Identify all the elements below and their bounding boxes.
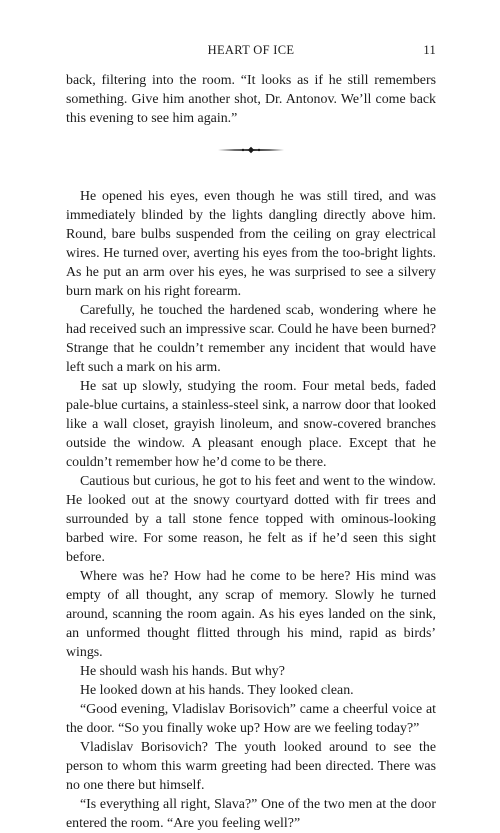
paragraph: Where was he? How had he come to be here? His mind was empty of all thought, any scrap of memory. Slowly he turned around, scanning the room again. As his eyes landed on the sink, an unformed thought flitted through his mind, rapid as birds’ wings. (66, 569, 436, 660)
page-body (66, 71, 436, 833)
running-head (66, 43, 436, 59)
paragraph: He should wash his hands. But why? (80, 664, 285, 679)
running-title: HEART OF ICE (207, 43, 295, 57)
page-number: 11 (423, 43, 436, 57)
paragraph: He opened his eyes, even though he was still tired, and was immediately blinded by the lights dangling directly above him. Round, bare bulbs suspended from the ceiling on gray electrical wires. He turned over, averting his eyes from the too-bright lights. As he put an arm over his eyes, he was surprised to see a silvery burn mark on his right forearm. (66, 189, 436, 299)
paragraph: He looked down at his hands. They looked clean. (80, 683, 354, 698)
ornament-icon (216, 146, 286, 154)
section-break-ornament (66, 137, 436, 163)
paragraph: He sat up slowly, studying the room. Four metal beds, faded pale-blue curtains, a stainless-steel sink, a narrow door that looked like a wall closet, grayish linoleum, and snow-covered branches outside the window. A pleasant enough place. Except that he couldn’t remember how he’d come to be there. (66, 379, 436, 470)
paragraph: “Good evening, Vladislav Borisovich” came a cheerful voice at the door. “So you finally woke up? How are we feeling today?” (66, 702, 436, 736)
paragraph: Vladislav Borisovich? The youth looked around to see the person to whom this warm greeting had been directed. There was no one there but himself. (66, 740, 436, 793)
paragraph: Cautious but curious, he got to his feet and went to the window. He looked out at the snowy courtyard dotted with fir trees and surrounded by a tall stone fence topped with ominous-looking barbed wire. For some reason, he felt as if he’d seen this sight before. (66, 474, 436, 565)
paragraph: “Is everything all right, Slava?” One of the two men at the door entered the room. “Are you feeling well?” (66, 797, 436, 831)
paragraph-continued: back, filtering into the room. “It looks as if he still remembers something. Give him another shot, Dr. Antonov. We’ll come back this evening to see him again.” (66, 73, 436, 126)
paragraph: Carefully, he touched the hardened scab, wondering where he had received such an impressive scar. Could he have been burned? Strange that he couldn’t remember any incident that would have left such a mark on his arm. (66, 303, 436, 375)
